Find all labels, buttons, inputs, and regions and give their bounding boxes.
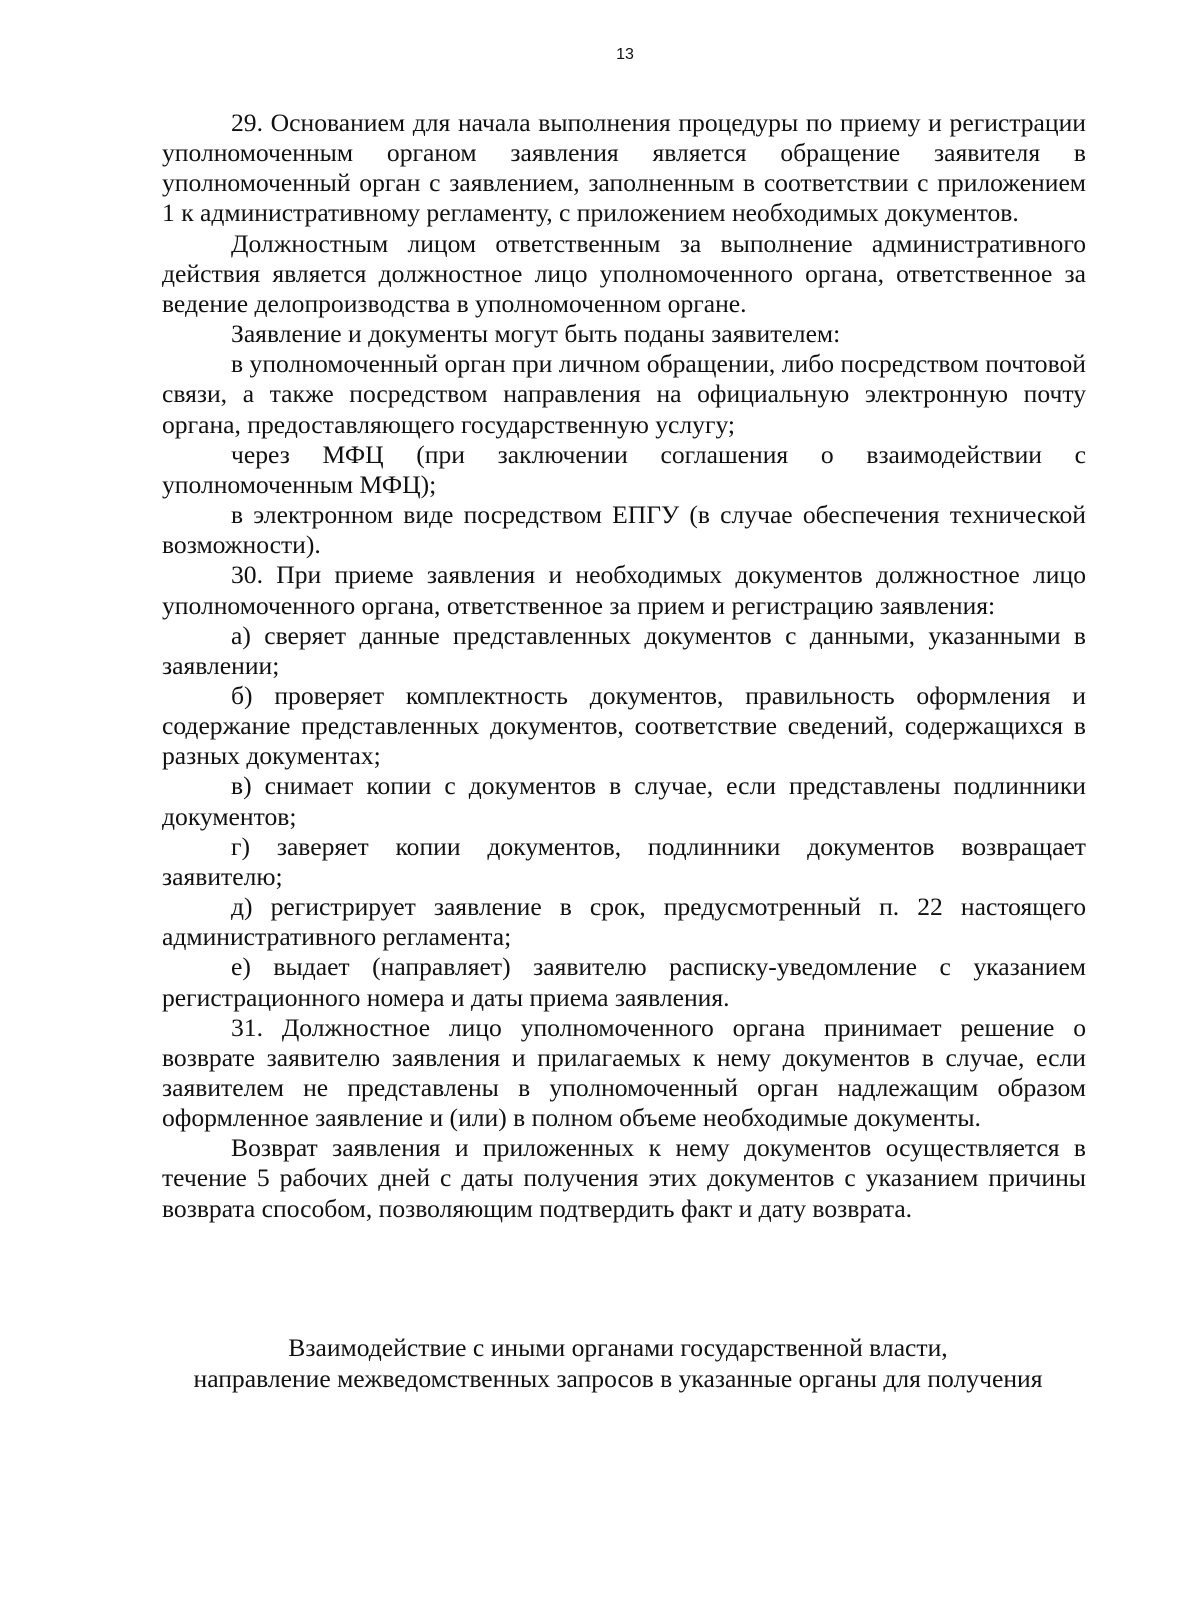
paragraph-submission-methods: Заявление и документы могут быть поданы заявителем: bbox=[231, 319, 841, 349]
list-item-a: а) сверяет данные представленных документов с данными, указанными в заявлении; bbox=[162, 620, 1086, 680]
paragraph-29: 29. Основанием для начала выполнения процедуры по приему и регистрации уполномоченным органом заявления является обращение заявителя в уполномоченный орган с заявлением, заполненным в соответствии с приложением 1 к административному регламенту, с приложением необходимых документов. bbox=[162, 108, 1086, 228]
list-item-g: г) заверяет копии документов, подлинники документов возвращает заявителю; bbox=[162, 831, 1086, 891]
section-heading bbox=[150, 1333, 1086, 1394]
paragraph-return-of-documents: Возврат заявления и приложенных к нему документов осуществляется в течение 5 рабочих дней с даты получения этих документов с указанием причины возврата способом, позволяющим подтвердить факт и дату возврата. bbox=[162, 1133, 1086, 1223]
document-body bbox=[162, 108, 1086, 1224]
paragraph-via-epgu: в электронном виде посредством ЕПГУ (в случае обеспечения технической возможности). bbox=[162, 500, 1086, 560]
paragraph-30: 30. При приеме заявления и необходимых документов должностное лицо уполномоченного органа, ответственное за прием и регистрацию заявления: bbox=[162, 560, 1086, 620]
section-heading-line-1: Взаимодействие с иными органами государственной власти, bbox=[288, 1333, 948, 1362]
page-number: 13 bbox=[616, 46, 634, 63]
list-item-e: е) выдает (направляет) заявителю расписку-уведомление с указанием регистрационного номера и даты приема заявления. bbox=[162, 952, 1086, 1012]
paragraph-via-mfc: через МФЦ (при заключении соглашения о взаимодействии с уполномоченным МФЦ); bbox=[162, 439, 1086, 499]
paragraph-responsible-official: Должностным лицом ответственным за выполнение административного действия является должностное лицо уполномоченного органа, ответственное за ведение делопроизводства в уполномоченном органе. bbox=[162, 228, 1086, 318]
paragraph-in-person-or-mail: в уполномоченный орган при личном обращении, либо посредством почтовой связи, а также посредством направления на официальную электронную почту органа, предоставляющего государственную услугу; bbox=[162, 349, 1086, 439]
list-item-b: б) проверяет комплектность документов, правильность оформления и содержание представленных документов, соответствие сведений, содержащихся в разных документах; bbox=[162, 680, 1086, 771]
list-item-d: д) регистрирует заявление в срок, предусмотренный п. 22 настоящего административного регламента; bbox=[162, 892, 1086, 952]
list-item-v: в) снимает копии с документов в случае, если представлены подлинники документов; bbox=[162, 771, 1086, 831]
paragraph-31: 31. Должностное лицо уполномоченного органа принимает решение о возврате заявителю заявления и прилагаемых к нему документов в случае, если заявителем не представлены в уполномоченный орган надлежащим образом оформленное заявление и (или) в полном объеме необходимые документы. bbox=[162, 1012, 1086, 1133]
section-heading-line-2: направление межведомственных запросов в указанные органы для получения bbox=[193, 1363, 1043, 1393]
